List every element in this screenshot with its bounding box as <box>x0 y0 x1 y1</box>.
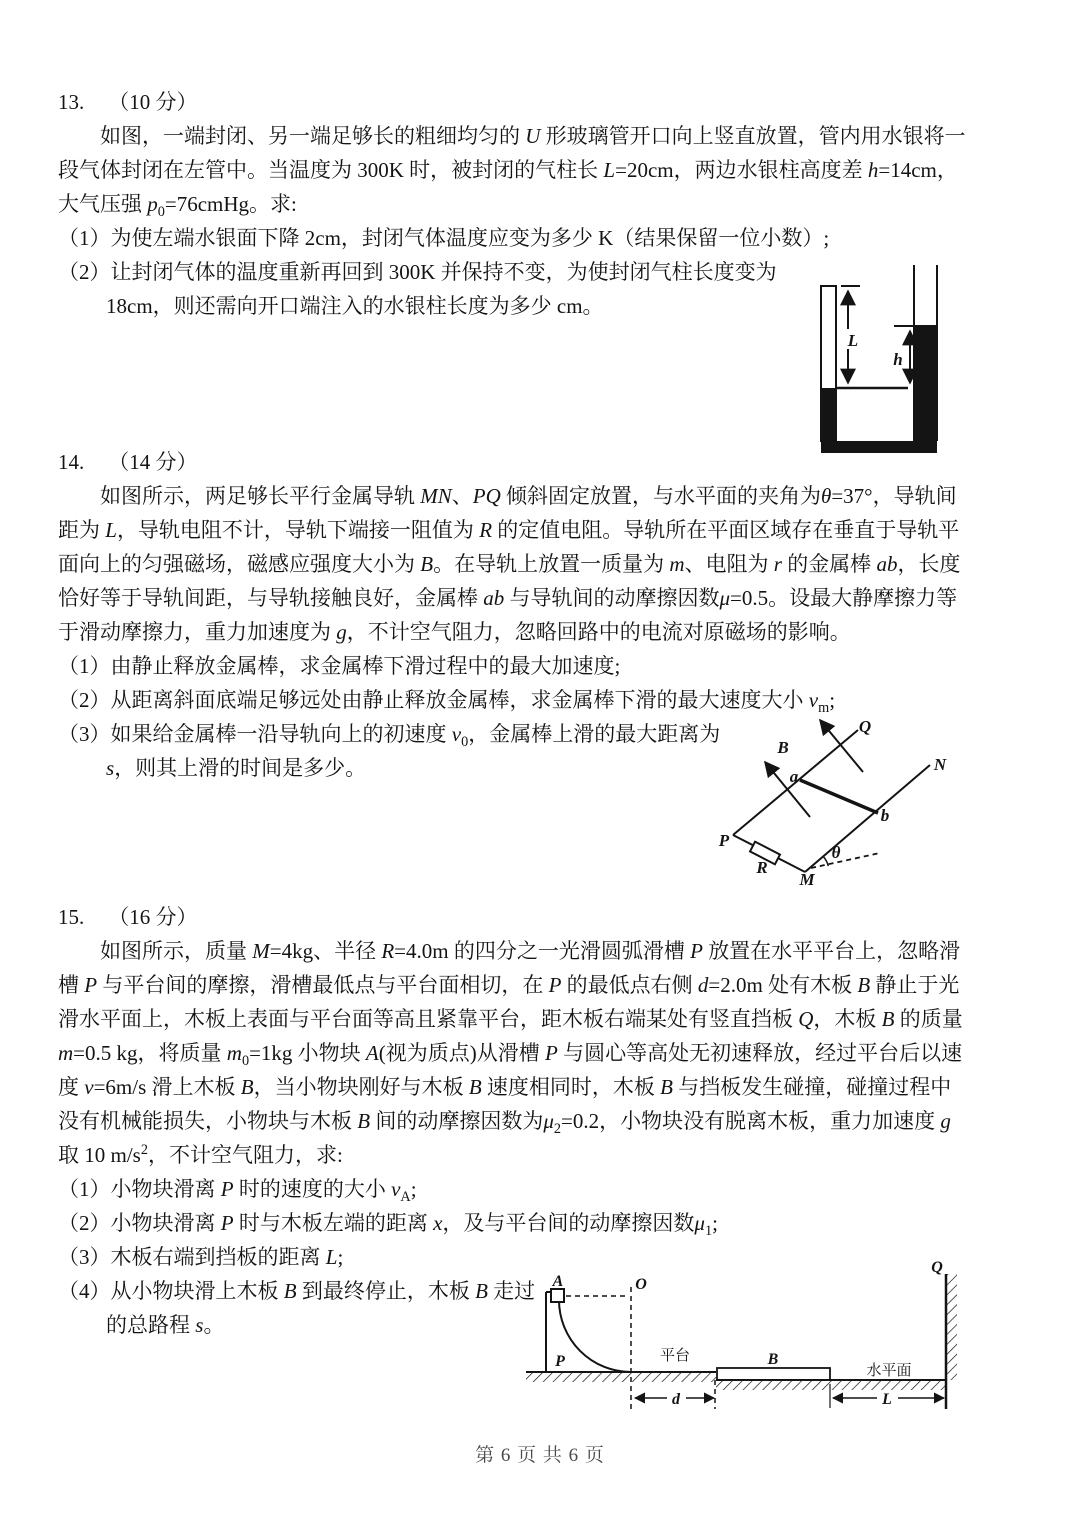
problem-14-item-2: （2）从距离斜面底端足够远处由静止释放金属棒，求金属棒下滑的最大速度大小 $v_m$; <box>58 688 836 717</box>
figure-u-tube <box>806 253 941 458</box>
label-r-resistor: R <box>756 858 768 877</box>
figure-inclined-rails <box>695 700 975 895</box>
page-footer: 第 6 页 共 6 页 <box>475 1445 605 1466</box>
gas-length-label: L <box>847 331 859 350</box>
problem-15-item-2: （2）小物块滑离 P 时与木板左端的距离 x，及与平台间的动摩擦因数$\mu_1$; <box>58 1211 718 1240</box>
problem-15-item-3: （3）木板右端到挡板的距离 L; <box>58 1245 344 1269</box>
label-m: M <box>799 870 815 889</box>
block-a <box>551 1289 564 1302</box>
label-n: N <box>933 755 947 774</box>
label-distance-d: d <box>672 1391 680 1408</box>
problem-13-item-2: （2）让封闭气体的温度重新再回到 300K 并保持不变，为使封闭气柱长度变为 18cm，则还需向开口端注入的水银柱长度为多少 cm。 <box>58 260 777 318</box>
label-a: a <box>789 767 799 786</box>
label-p: P <box>718 831 730 850</box>
label-center-o: O <box>635 1276 647 1293</box>
problem-14-intro: 如图所示，两足够长平行金属导轨 MN、PQ 倾斜固定放置，与水平面的夹角为θ=37°，导轨间距为 L，导轨电阻不计，导轨下端接一阻值为 R 的定值电阻。导轨所在平面区域存在垂直于导轨平面向上的匀强磁场，磁感应强度大小为 B。在导轨上放置一质量为 m、电阻为 r 的金属棒 ab，长度恰好等于导轨间距，与导轨接触良好，金属棒 ab 与导轨间的动摩擦因数μ=0.5。设最大静摩擦力等于滑动摩擦力，重力加速度为 g，不计空气阻力，忽略回路中的电流对原磁场的影响。 <box>58 484 961 644</box>
height-diff-label: h <box>893 350 903 369</box>
mercury-bend <box>821 441 937 453</box>
problem-14-number: 14. <box>58 450 85 474</box>
wall-q-hatch <box>947 1274 957 1380</box>
label-b-end: b <box>880 806 890 825</box>
problem-15-item-4: （4）从小物块滑上木板 B 到最终停止，木板 B 走过的总路程 s。 <box>58 1279 536 1337</box>
problem-15-intro: 如图所示，质量 M=4kg、半径 R=4.0m 的四分之一光滑圆弧滑槽 P 放置在水平平台上，忽略滑槽 P 与平台间的摩擦，滑槽最低点与平台面相切，在 P 的最低点右侧 d=2.0m 处有木板 B 静止于光滑水平面上，木板上表面与平台面等高且紧靠平台，距木板右端某处有竖直挡板 Q，木板 B 的质量 m=0.5 kg，将质量 $m_0=1kg$ 小物块 A(视为质点)从滑槽 P 与圆心等高处无初速释放，经过平台后以速度 v=6m/s 滑上木板 B，当小物块刚好与木板 B 速度相同时，木板 B 与挡板发生碰撞，碰撞过程中没有机械能损失，小物块与木板 B 间的动摩擦因数为$\mu_2=0.2$，小物块没有脱离木板，重力加速度 g 取 10 $m/s^2$，不计空气阻力，求: <box>58 939 963 1167</box>
label-q: Q <box>858 717 872 736</box>
problem-13-number: 13. <box>58 90 85 114</box>
mercury-left-column <box>821 388 836 441</box>
figure-slide-platform <box>520 1256 975 1416</box>
problem-13-item-1: （1）为使左端水银面下降 2cm，封闭气体温度应变为多少 K（结果保留一位小数）; <box>58 226 830 250</box>
b-field-arrow-2 <box>820 720 863 772</box>
board-b <box>717 1368 830 1380</box>
problem-13-points: （10 分） <box>108 90 198 114</box>
b-field-arrow-1 <box>765 762 810 817</box>
problem-13-heading <box>58 85 970 119</box>
slide-arc <box>559 1300 631 1372</box>
horizontal-dashed-line <box>811 853 880 868</box>
problem-15-points: （16 分） <box>108 905 198 929</box>
label-wall-q: Q <box>931 1259 943 1276</box>
problem-15-item-1: （1）小物块滑离 P 时的速度的大小 $v_A$; <box>58 1177 417 1206</box>
label-platform-text: 平台 <box>659 1348 691 1364</box>
problem-14-item-1: （1）由静止释放金属棒，求金属棒下滑过程中的最大加速度; <box>58 654 621 678</box>
label-slide-p: P <box>555 1353 565 1370</box>
label-block-a: A <box>552 1273 564 1290</box>
problem-15-number: 15. <box>58 905 85 929</box>
problem-14-points: （14 分） <box>108 450 198 474</box>
problem-15-heading <box>58 900 970 934</box>
mercury-right-column <box>914 325 937 441</box>
label-theta: θ <box>831 843 841 862</box>
platform-hatch <box>526 1373 716 1382</box>
label-surface-text: 水平面 <box>866 1363 912 1379</box>
label-board-b: B <box>767 1351 779 1368</box>
problem-14-item-3: （3）如果给金属棒一沿导轨向上的初速度 $v_0$，金属棒上滑的最大距离为 s，则其上滑的时间是多少。 <box>58 722 721 780</box>
problem-13-intro: 如图，一端封闭、另一端足够长的粗细均匀的 U 形玻璃管开口向上竖直放置，管内用水银将一段气体封闭在左管中。当温度为 300K 时，被封闭的气柱长 L=20cm，两边水银柱高度差 h=14cm，大气压强 $p_0=76cmHg$。求: <box>58 124 966 221</box>
label-distance-l: L <box>882 1391 892 1408</box>
bar-ab <box>800 780 878 813</box>
ground-hatch <box>716 1381 946 1390</box>
label-b-field: B <box>777 738 789 757</box>
